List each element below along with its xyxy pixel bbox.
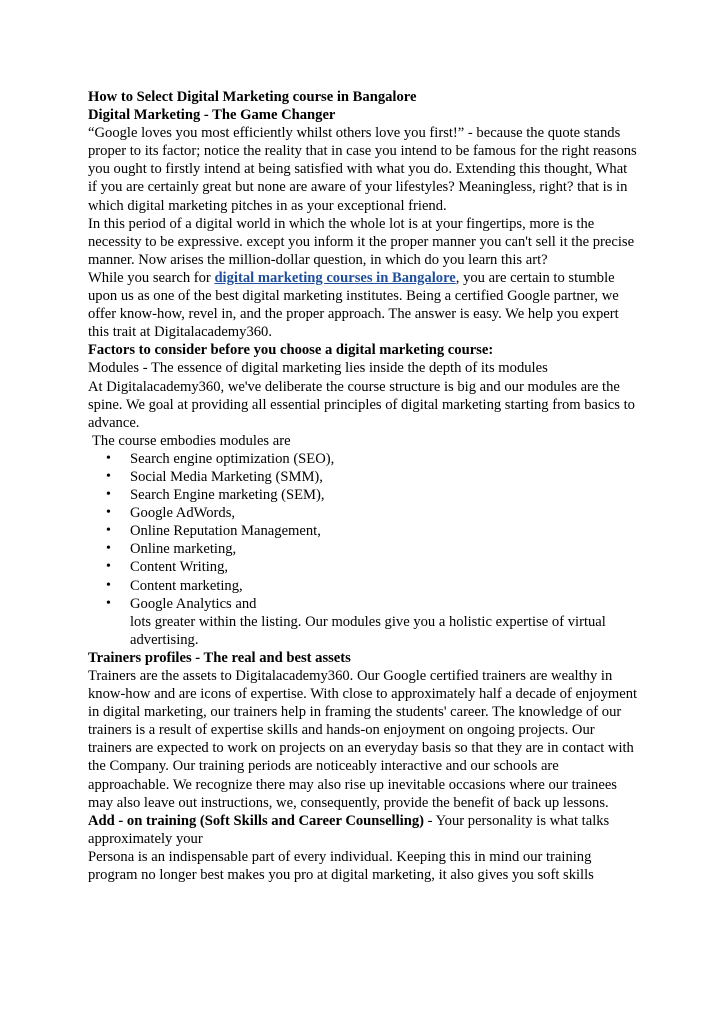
list-item: • Google Analytics and xyxy=(130,595,638,613)
section-heading-trainers: Trainers profiles - The real and best assets xyxy=(88,649,351,666)
paragraph-digital-world: In this period of a digital world in which the whole lot is at your fingertips, more is the necessity to be expressive. except you inform it the proper manner you can't sell it the precise manner. Now arises the million-dollar question, in which do you learn this art? xyxy=(88,215,635,268)
courses-link[interactable]: digital marketing courses in Bangalore xyxy=(214,269,456,286)
modules-line: Modules - The essence of digital marketing lies inside the depth of its modules xyxy=(88,360,548,377)
list-item: • Online marketing, xyxy=(130,540,638,558)
list-item: • Content Writing, xyxy=(130,558,638,576)
paragraph-addon xyxy=(88,812,638,848)
paragraph-search xyxy=(88,269,638,341)
paragraph-trainers: Trainers are the assets to Digitalacademy360. Our Google certified trainers are wealthy in know-how and are icons of expertise. With close to approximately half a decade of enjoyment in digital marketing, our trainers help in framing the students' career. The knowledge of our trainers is a result of expertise skills and hands-on enjoyment on ongoing projects. Our trainers are expected to work on projects on an everyday basis so that they are in contact with the Company. Our training periods are noticeably interactive and our schools are approachable. We recognize there may also rise up inevitable occasions where our trainees may also leave out instructions, we, consequently, provide the benefit of back up lessons. xyxy=(88,668,638,811)
document-body xyxy=(88,88,638,884)
paragraph-intro: “Google loves you most efficiently whilst others love you first!” - because the quote stands proper to its factor; notice the reality that in case you intend to be famous for the right reasons you ought to firstly intend at being satisfied with what you do. Extending this thought, What if you are certainly great but none are aware of your lifestyles? Meaningless, right? that is in which digital marketing pitches in as your exceptional friend. xyxy=(88,125,637,214)
addon-rest: - Your personality is what talks approximately your xyxy=(88,812,610,847)
list-item: • Content marketing, xyxy=(130,577,638,595)
list-item: • Search Engine marketing (SEM), xyxy=(130,486,638,504)
list-item: • Social Media Marketing (SMM), xyxy=(130,468,638,486)
list-item: • Online Reputation Management, xyxy=(130,522,638,540)
modules-continuation: lots greater within the listing. Our modules give you a holistic expertise of virtual advertising. xyxy=(130,613,606,648)
section-heading-addon: Add - on training (Soft Skills and Career Counselling) xyxy=(88,812,424,829)
modules-list xyxy=(88,450,638,613)
paragraph-persona: Persona is an indispensable part of every individual. Keeping this in mind our training program no longer best makes you pro at digital marketing, it also gives you soft skills xyxy=(88,848,594,884)
paragraph-search-after: , you are certain to stumble upon us as one of the best digital marketing institutes. Being a certified Google partner, we offer know-how, revel in, and the proper approach. The answer is easy. We help you expert this trait at Digitalacademy360. xyxy=(88,269,619,341)
modules-intro: The course embodies modules are xyxy=(92,432,291,449)
paragraph-search-before: While you search for xyxy=(88,269,215,286)
document-title: How to Select Digital Marketing course in Bangalore xyxy=(88,89,417,105)
section-heading-factors: Factors to consider before you choose a digital marketing course: xyxy=(88,342,494,359)
section-heading-game-changer: Digital Marketing - The Game Changer xyxy=(88,107,336,124)
list-item: • Google AdWords, xyxy=(130,504,638,522)
list-item: • Search engine optimization (SEO), xyxy=(130,450,638,468)
paragraph-course-structure: At Digitalacademy360, we've deliberate the course structure is big and our modules are the spine. We goal at providing all essential principles of digital marketing starting from basics to advance. xyxy=(88,378,635,431)
